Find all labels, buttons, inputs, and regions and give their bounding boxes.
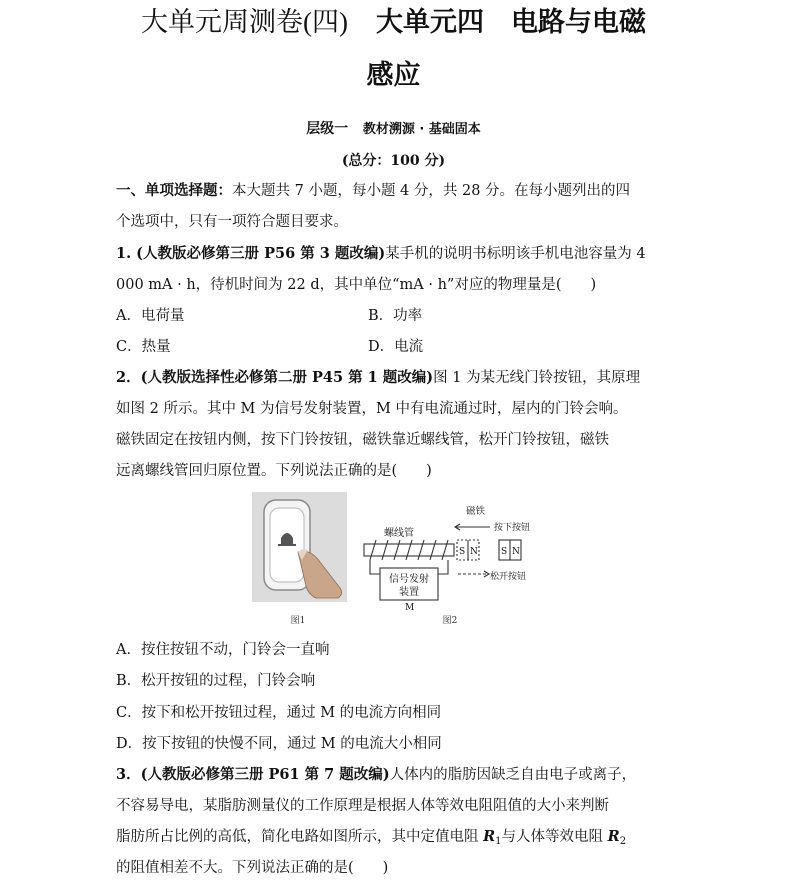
q2-line1-text: 图 1 为某无线门铃按钮，其原理 xyxy=(433,370,641,386)
release-label: 松开按钮 xyxy=(490,572,527,582)
q1-option-c[interactable]: C．热量 xyxy=(116,339,171,355)
q1-option-b[interactable]: B．功率 xyxy=(368,308,423,324)
q2-line4: 远离螺线管回归原位置。下列说法正确的是( ) xyxy=(116,463,432,479)
section1-heading: 一、单项选择题： xyxy=(116,182,232,199)
level-sub: 教材溯源 · 基础固本 xyxy=(362,122,481,137)
section1-line1 xyxy=(116,181,676,201)
q1-line1-text: 某手机的说明书标明该手机电池容量为 4 xyxy=(385,246,646,262)
q2-source: 2．(人教版选择性必修第二册 P45 第 1 题改编) xyxy=(116,369,434,386)
q3-line3 xyxy=(116,827,676,852)
solenoid-label: 螺线管 xyxy=(384,528,414,539)
page-title xyxy=(0,4,787,41)
q3-line1-text: 人体内的脂肪因缺乏自由电子或离子， xyxy=(389,767,637,783)
device-label-line1: 信号发射 xyxy=(389,574,429,585)
q3-line1 xyxy=(116,765,676,785)
r1-subscript: 1 xyxy=(495,836,502,847)
level-heading xyxy=(0,118,787,138)
left-lead xyxy=(370,560,380,574)
magnet-n-pressed: N xyxy=(470,547,478,557)
fig2-caption: 图2 xyxy=(442,616,458,626)
q2-figure xyxy=(250,490,550,630)
magnet-n-rest: N xyxy=(512,547,520,557)
q3-line3-mid: 与人体等效电阻 xyxy=(501,829,608,845)
right-lead xyxy=(438,560,448,574)
title-line2: 感应 xyxy=(366,60,421,91)
q2-option-d[interactable]: D．按下按钮的快慢不同，通过 M 的电流大小相同 xyxy=(116,736,442,752)
device-m-label: M xyxy=(405,603,415,613)
q2-option-a[interactable]: A．按住按钮不动，门铃会一直响 xyxy=(116,642,330,658)
magnet-s-rest: S xyxy=(501,547,508,557)
q1-line1 xyxy=(116,244,676,264)
q2-option-c[interactable]: C．按下和松开按钮过程，通过 M 的电流方向相同 xyxy=(116,705,442,721)
r2-letter: R xyxy=(607,828,620,845)
total-score: (总分：100 分) xyxy=(341,153,446,169)
q2-line1 xyxy=(116,368,676,388)
q3-line3-pre: 脂肪所占比例的高低，简化电路如图所示，其中定值电阻 xyxy=(116,829,484,845)
q3-line2: 不容易导电，某脂肪测量仪的工作原理是根据人体等效电阻阻值的大小来判断 xyxy=(116,798,609,814)
q1-option-d[interactable]: D．电流 xyxy=(368,339,424,355)
fig1-caption: 图1 xyxy=(290,616,306,626)
press-label: 按下按钮 xyxy=(494,523,531,533)
q2-line3: 磁铁固定在按钮内侧，按下门铃按钮，磁铁靠近螺线管，松开门铃按钮，磁铁 xyxy=(116,432,609,448)
q2-line2: 如图 2 所示。其中 M 为信号发射装置，M 中有电流通过时，屋内的门铃会响。 xyxy=(116,401,628,417)
level-label: 层级一 xyxy=(306,121,349,137)
section1-line1-text: 本大题共 7 小题，每小题 4 分，共 28 分。在每小题列出的四 xyxy=(232,183,631,199)
magnet-s-pressed: S xyxy=(459,547,466,557)
q3-line4: 的阻值相差不大。下列说法正确的是( ) xyxy=(116,860,389,876)
r1-letter: R xyxy=(483,828,496,845)
q1-line2: 000 mA · h，待机时间为 22 d，其中单位“mA · h”对应的物理量是( ) xyxy=(116,277,597,293)
magnet-label: 磁铁 xyxy=(466,506,486,517)
device-label-line2: 装置 xyxy=(399,587,419,598)
q2-option-b[interactable]: B．松开按钮的过程，门铃会响 xyxy=(116,673,316,689)
doorbell-photo xyxy=(252,492,347,602)
q1-source: 1. (人教版必修第三册 P56 第 3 题改编) xyxy=(116,245,386,262)
title-part1: 大单元周测卷(四) xyxy=(141,7,348,37)
q3-source: 3．(人教版必修第三册 P61 第 7 题改编) xyxy=(116,766,390,783)
section1-line2: 个选项中，只有一项符合题目要求。 xyxy=(116,214,348,230)
q1-option-a[interactable]: A．电荷量 xyxy=(116,308,185,324)
page-title-line2 xyxy=(0,58,787,94)
r2-subscript: 2 xyxy=(619,836,627,847)
title-part2: 大单元四 电路与电磁 xyxy=(375,7,646,38)
